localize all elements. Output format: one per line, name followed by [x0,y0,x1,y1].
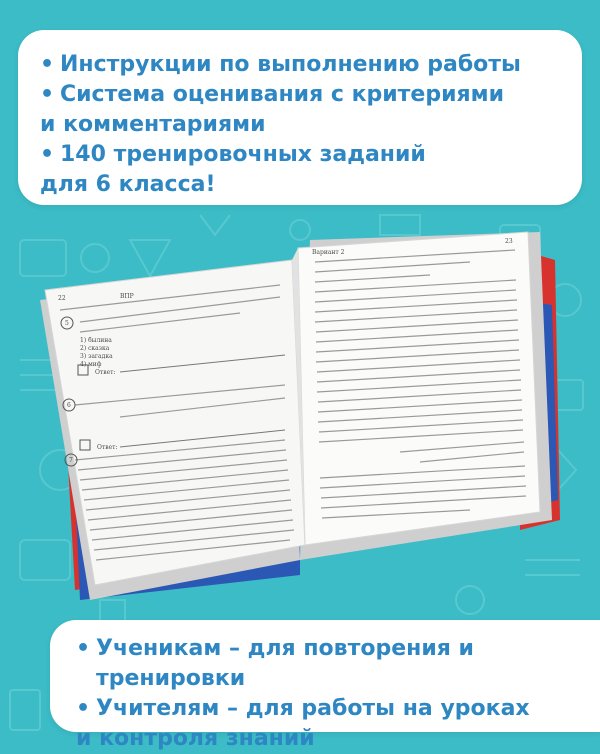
feature-text: Инструкции по выполнению работы [60,52,521,77]
bullet-marker: • [40,52,55,77]
task-number: 7 [69,457,73,464]
option-2: 2) сказка [80,345,110,352]
feature-text: и комментариями [40,112,266,137]
bullet-marker: • [40,82,55,107]
right-page-number: 23 [505,238,513,245]
audience-text: и контроля знаний [76,726,315,751]
option-1: 1) былина [80,337,112,344]
feature-text: для 6 класса! [40,172,216,197]
option-3: 3) загадка [80,353,113,360]
feature-text: Система оценивания с критериями [60,82,505,107]
audience-list [76,634,596,754]
option-4: 4) миф [80,361,102,368]
audience-text: Учителям – для работы на уроках [96,696,530,721]
bullet-marker: • [76,636,91,661]
audience-line-2 [76,694,596,724]
audience-text: Ученикам – для повторения и тренировки [96,636,474,691]
right-page-header: Вариант 2 [312,249,345,256]
bullet-marker: • [40,142,55,167]
answer-label: Ответ: [97,444,118,451]
feature-text: 140 тренировочных заданий [60,142,426,167]
answer-label: Ответ: [95,369,116,376]
left-page-header: ВПР [120,293,134,300]
task-number: 6 [67,402,71,409]
right-page [298,232,540,545]
task-number: 5 [65,320,69,327]
audience-card [50,620,600,751]
audience-line-1 [76,634,596,694]
left-page-number: 22 [58,295,66,302]
bullet-marker: • [76,696,91,721]
